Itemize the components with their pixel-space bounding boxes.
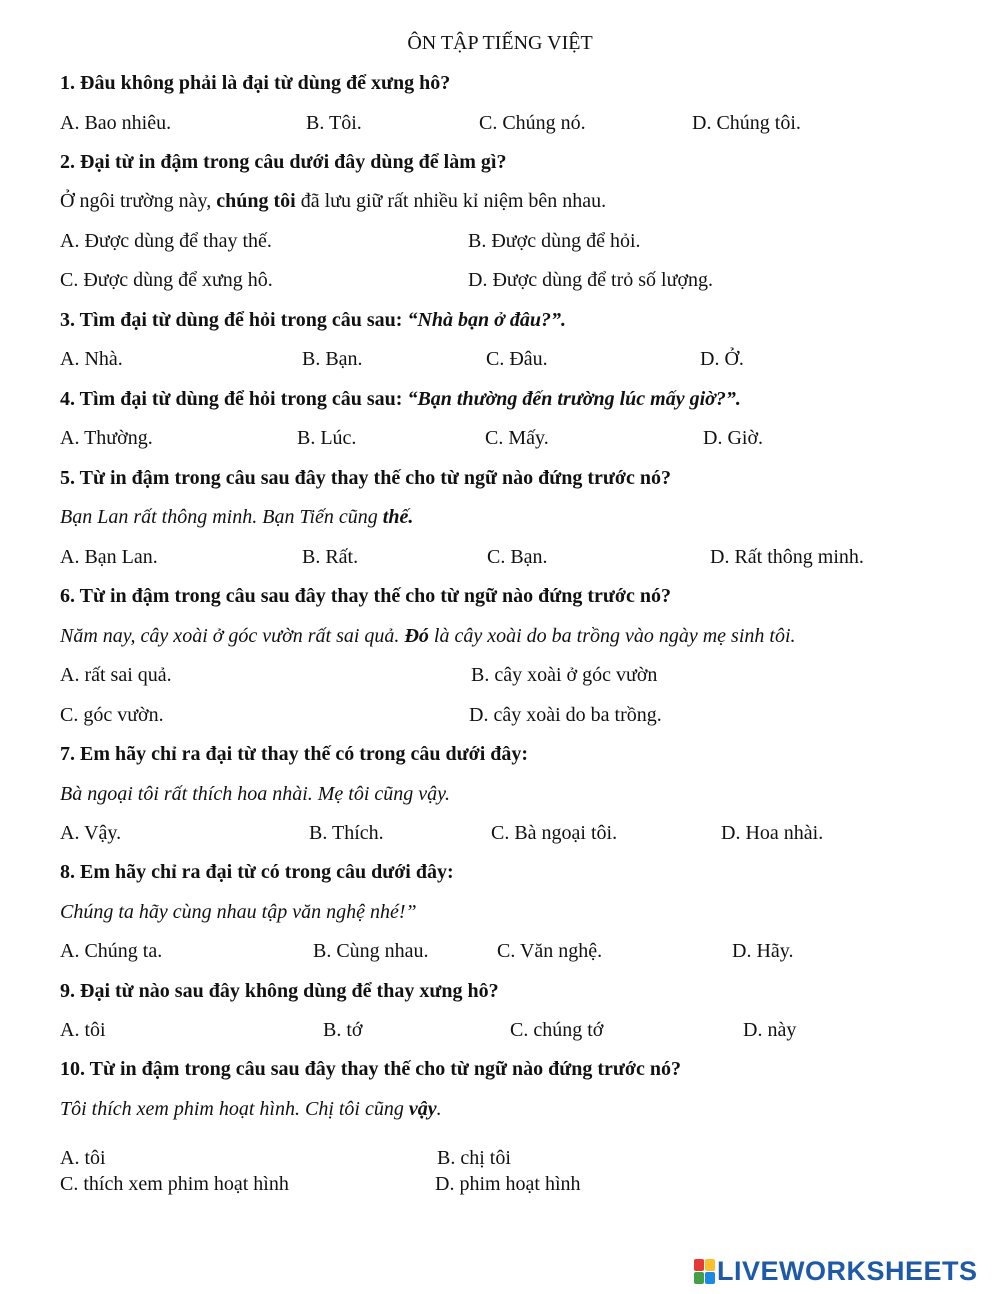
q6-option-a[interactable]: A. rất sai quả. [60,664,172,686]
q2-sentence [60,189,606,213]
q2-sentence-post: đã lưu giữ rất nhiều kỉ niệm bên nhau. [295,190,607,212]
q6-option-d[interactable]: D. cây xoài do ba trồng. [469,704,662,726]
question-1: 1. Đâu không phải là đại từ dùng để xưng hô? [60,72,451,94]
q8-sentence: Chúng ta hãy cùng nhau tập văn nghệ nhé!” [60,901,417,923]
q1-option-c[interactable]: C. Chúng nó. [479,112,586,134]
q8-option-d[interactable]: D. Hãy. [732,940,794,962]
logo-square-2 [705,1259,715,1271]
q2-option-c[interactable]: C. Được dùng để xưng hô. [60,269,273,291]
logo-square-1 [694,1259,704,1271]
q7-option-d[interactable]: D. Hoa nhài. [721,822,824,844]
q8-option-b[interactable]: B. Cùng nhau. [313,940,429,962]
q3-option-d[interactable]: D. Ở. [700,348,744,370]
liveworksheets-logo [694,1256,978,1286]
q10-option-b[interactable]: B. chị tôi [437,1147,511,1169]
q3-option-a[interactable]: A. Nhà. [60,348,123,370]
q4-option-d[interactable]: D. Giờ. [703,427,764,449]
q10-option-d[interactable]: D. phim hoạt hình [435,1173,581,1195]
q3-option-c[interactable]: C. Đâu. [486,348,548,370]
q3-quote: “Nhà bạn ở đâu?”. [407,309,566,331]
logo-square-3 [694,1272,704,1284]
q10-sentence-post: . [436,1098,442,1120]
q9-option-b[interactable]: B. tớ [323,1019,363,1041]
q4-option-c[interactable]: C. Mấy. [485,427,549,449]
q6-sentence [60,624,796,648]
q5-option-c[interactable]: C. Bạn. [487,546,548,568]
q10-sentence-pre: Tôi thích xem phim hoạt hình. Chị tôi cũng [60,1098,409,1120]
q4-option-b[interactable]: B. Lúc. [297,427,357,449]
liveworksheets-logo-icon [694,1259,714,1283]
q5-option-a[interactable]: A. Bạn Lan. [60,546,158,568]
worksheet-title: ÔN TẬP TIẾNG VIỆT [407,32,593,54]
question-4 [60,387,741,411]
q4-option-a[interactable]: A. Thường. [60,427,153,449]
q8-option-a[interactable]: A. Chúng ta. [60,940,163,962]
q1-option-b[interactable]: B. Tôi. [306,112,362,134]
q5-option-b[interactable]: B. Rất. [302,546,359,568]
q6-sentence-post: là cây xoài do ba trồng vào ngày mẹ sinh tôi. [428,625,796,647]
question-8: 8. Em hãy chỉ ra đại từ có trong câu dưới đây: [60,861,454,883]
q5-sentence [60,505,413,529]
question-3 [60,308,566,332]
q3-option-b[interactable]: B. Bạn. [302,348,363,370]
q2-option-a[interactable]: A. Được dùng để thay thế. [60,230,272,252]
q5-sentence-bold: thế. [382,506,414,528]
logo-square-4 [705,1272,715,1284]
q2-option-b[interactable]: B. Được dùng để hỏi. [468,230,641,252]
question-7: 7. Em hãy chỉ ra đại từ thay thế có trong câu dưới đây: [60,743,529,765]
question-2: 2. Đại từ in đậm trong câu dưới đây dùng để làm gì? [60,151,507,173]
q7-option-a[interactable]: A. Vậy. [60,822,122,844]
q9-option-a[interactable]: A. tôi [60,1019,106,1041]
q1-option-d[interactable]: D. Chúng tôi. [692,112,801,134]
q6-sentence-pre: Năm nay, cây xoài ở góc vườn rất sai quả. [60,625,405,647]
question-6: 6. Từ in đậm trong câu sau đây thay thế cho từ ngữ nào đứng trước nó? [60,585,671,607]
q6-sentence-bold: Đó [404,625,429,647]
q1-option-a[interactable]: A. Bao nhiêu. [60,112,172,134]
q4-text: 4. Tìm đại từ dùng để hỏi trong câu sau: [60,388,408,410]
q9-option-d[interactable]: D. này [743,1019,797,1041]
q10-sentence-bold: vậy [408,1098,437,1120]
q10-option-a[interactable]: A. tôi [60,1147,106,1169]
q5-sentence-pre: Bạn Lan rất thông minh. Bạn Tiến cũng [60,506,383,528]
q8-option-c[interactable]: C. Văn nghệ. [497,940,603,962]
q6-option-b[interactable]: B. cây xoài ở góc vườn [471,664,658,686]
q7-option-c[interactable]: C. Bà ngoại tôi. [491,822,618,844]
q6-option-c[interactable]: C. góc vườn. [60,704,164,726]
q2-option-d[interactable]: D. Được dùng để trỏ số lượng. [468,269,714,291]
liveworksheets-logo-text: LIVEWORKSHEETS [717,1255,978,1286]
question-9: 9. Đại từ nào sau đây không dùng để thay xưng hô? [60,980,499,1002]
q3-text: 3. Tìm đại từ dùng để hỏi trong câu sau: [60,309,408,331]
question-5: 5. Từ in đậm trong câu sau đây thay thế cho từ ngữ nào đứng trước nó? [60,467,671,489]
q9-option-c[interactable]: C. chúng tớ [510,1019,604,1041]
q10-sentence [60,1097,442,1121]
q7-option-b[interactable]: B. Thích. [309,822,384,844]
q7-sentence: Bà ngoại tôi rất thích hoa nhài. Mẹ tôi cũng vậy. [60,783,450,805]
q5-option-d[interactable]: D. Rất thông minh. [710,546,864,568]
q4-quote: “Bạn thường đến trường lúc mấy giờ?”. [407,388,741,410]
q10-option-c[interactable]: C. thích xem phim hoạt hình [60,1173,289,1195]
question-10: 10. Từ in đậm trong câu sau đây thay thế cho từ ngữ nào đứng trước nó? [60,1058,681,1080]
q2-sentence-bold: chúng tôi [216,190,296,212]
q2-sentence-pre: Ở ngôi trường này, [60,190,217,212]
